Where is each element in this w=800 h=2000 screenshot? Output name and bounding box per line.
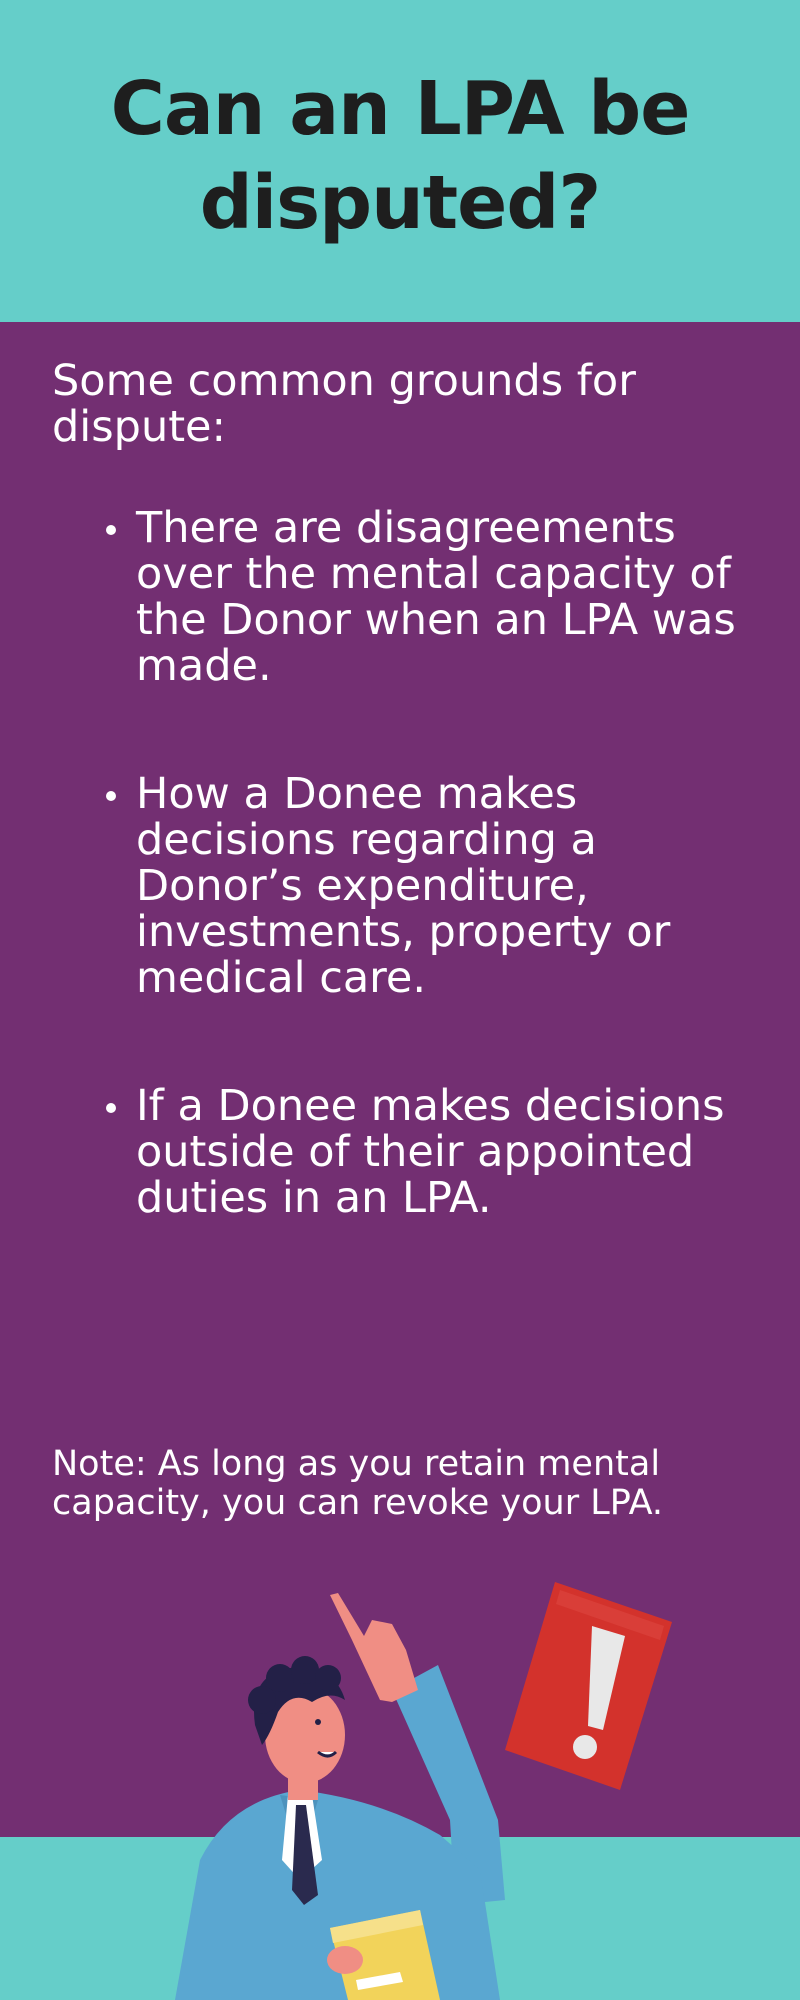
note-text: Note: As long as you retain mental capacity, you can revoke your LPA. (52, 1444, 664, 1523)
list-item-text: If a Donee makes decisions outside of their appointed duties in an LPA. (136, 1081, 725, 1223)
intro-text: Some common grounds for dispute: (52, 356, 636, 452)
exclamation-icon (505, 1582, 672, 1790)
page-title: Can an LPA be disputed? (110, 66, 690, 246)
list-item-text: There are disagreements over the mental capacity of the Donor when an LPA was made. (136, 503, 736, 691)
list-item-text: How a Donee makes decisions regarding a Donor’s expenditure, investments, property or medical care. (136, 769, 671, 1003)
man-pointing-icon (175, 1593, 505, 2000)
